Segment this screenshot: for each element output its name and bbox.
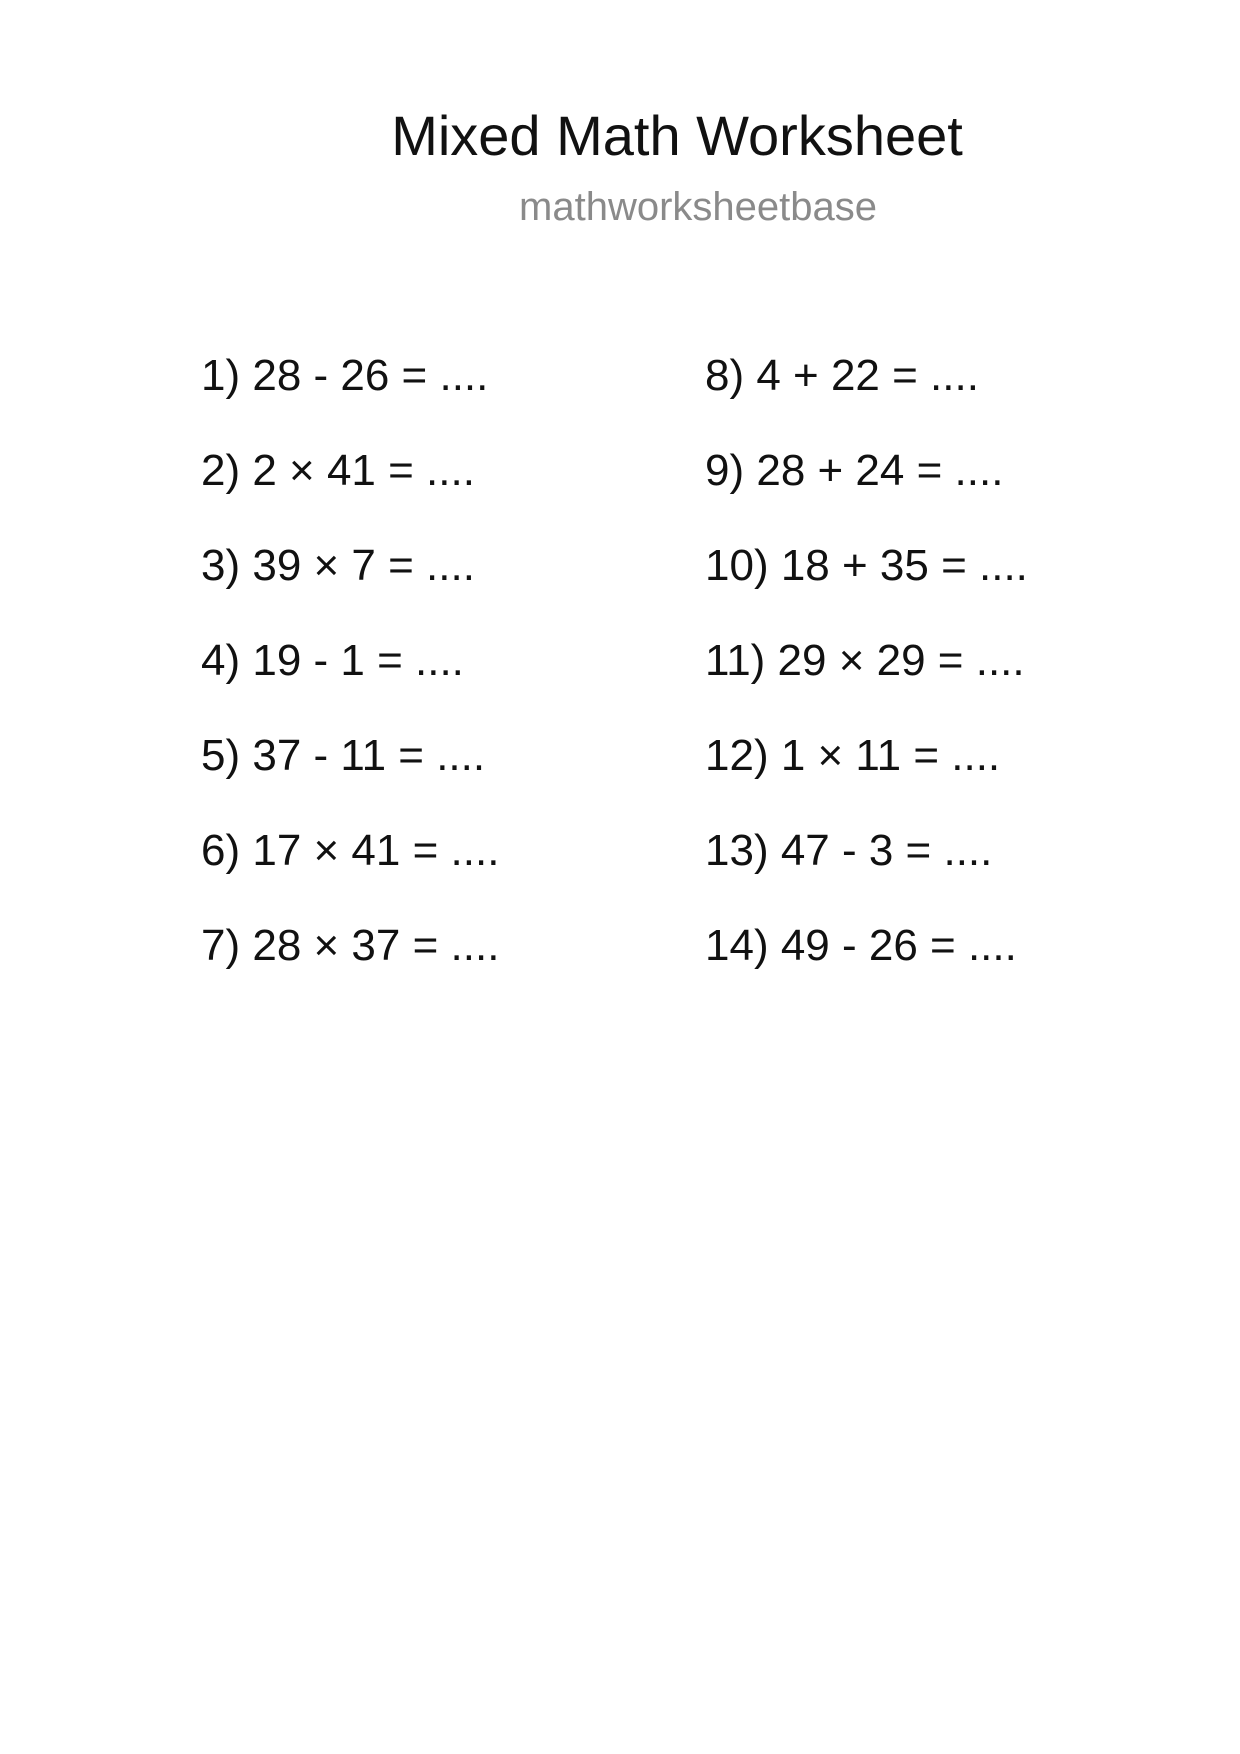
- problem-4: 4) 19 - 1 = ....: [201, 636, 464, 685]
- problem-column-left: [201, 346, 499, 1011]
- page-title: Mixed Math Worksheet: [391, 104, 963, 167]
- problem-list: [0, 346, 1240, 1046]
- problem-5: 5) 37 - 11 = ....: [201, 731, 486, 780]
- problem-2: 2) 2 × 41 = ....: [201, 446, 475, 495]
- problem-10: 10) 18 + 35 = ....: [705, 541, 1028, 590]
- problem-1: 1) 28 - 26 = ....: [201, 351, 489, 400]
- page-subtitle: mathworksheetbase: [519, 185, 877, 229]
- problem-14: 14) 49 - 26 = ....: [705, 921, 1017, 970]
- problem-7: 7) 28 × 37 = ....: [201, 921, 500, 970]
- problem-13: 13) 47 - 3 = ....: [705, 826, 993, 875]
- problem-6: 6) 17 × 41 = ....: [201, 826, 500, 875]
- problem-8: 8) 4 + 22 = ....: [705, 351, 979, 400]
- problem-11: 11) 29 × 29 = ....: [705, 636, 1025, 685]
- problem-column-right: [705, 346, 1028, 1011]
- problem-12: 12) 1 × 11 = ....: [705, 731, 1001, 780]
- problem-9: 9) 28 + 24 = ....: [705, 446, 1004, 495]
- problem-3: 3) 39 × 7 = ....: [201, 541, 475, 590]
